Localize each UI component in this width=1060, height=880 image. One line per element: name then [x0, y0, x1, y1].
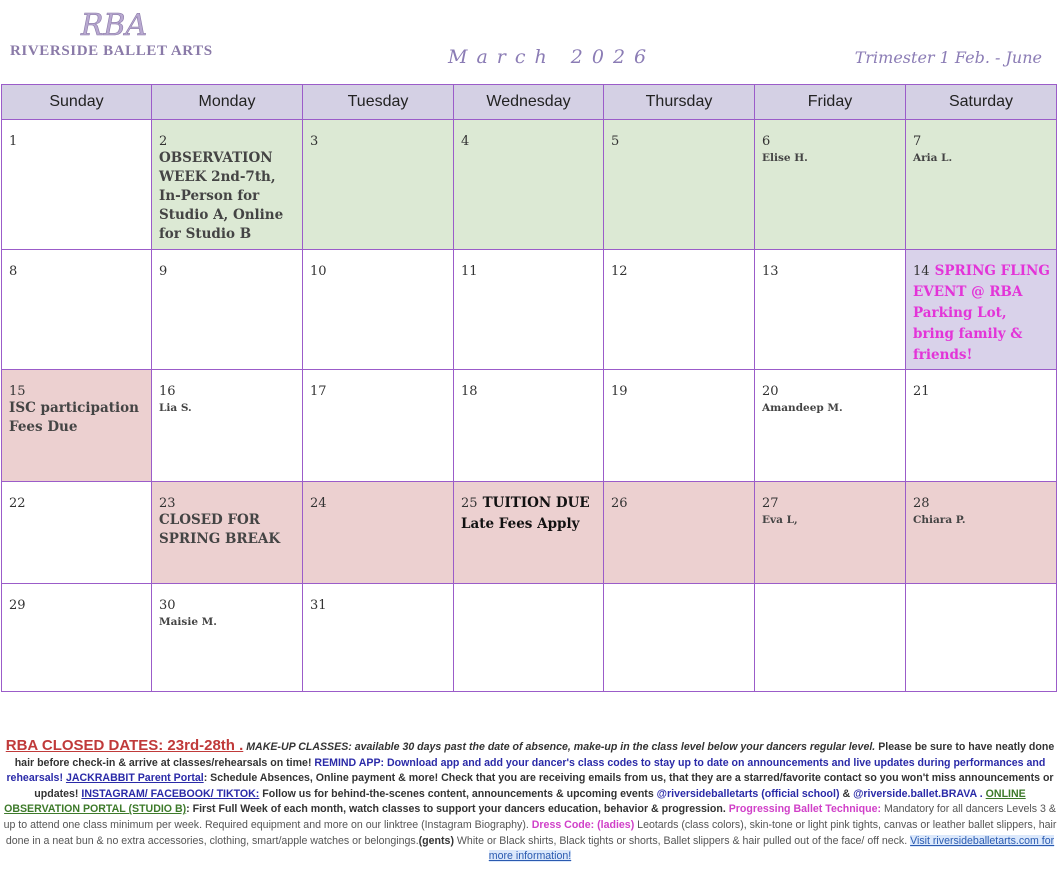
day-cell[interactable]: [2, 120, 152, 250]
day-number: 13: [762, 264, 779, 279]
portal-text: : First Full Week of each month, watch classes to support your dancers education, behavior & progression.: [186, 803, 726, 816]
day-cell[interactable]: [152, 250, 303, 370]
calendar-week-row: [2, 584, 1057, 692]
day-cell[interactable]: [755, 370, 906, 482]
month-title: March 2026: [448, 46, 656, 68]
day-number: 1: [9, 134, 18, 149]
birthday-name: Lia S.: [159, 402, 192, 414]
weekday-header-thursday: Thursday: [604, 85, 755, 120]
day-cell[interactable]: [152, 370, 303, 482]
day-cell[interactable]: [2, 584, 152, 692]
rba-logo: [78, 6, 150, 42]
day-cell[interactable]: [454, 584, 604, 692]
day-number: 14: [913, 264, 930, 279]
day-cell[interactable]: [604, 120, 755, 250]
weekday-header-saturday: Saturday: [906, 85, 1057, 120]
calendar-event: ISC participation Fees Due: [9, 400, 139, 435]
calendar-event: SPRING FLING EVENT @ RBA Parking Lot, bring family & friends!: [913, 263, 1050, 363]
day-cell[interactable]: [303, 584, 454, 692]
instagram-handle-brava[interactable]: @riverside.ballet.BRAVA .: [853, 787, 983, 800]
day-number: 21: [913, 384, 930, 399]
calendar-body: [2, 120, 1057, 692]
day-number: 2: [159, 134, 168, 149]
day-number: 24: [310, 496, 327, 511]
birthday-name: Eva L,: [762, 514, 798, 526]
day-cell[interactable]: [906, 250, 1057, 370]
observation-portal-link[interactable]: ONLINE OBSERVATION PORTAL (STUDIO B): [4, 787, 1026, 816]
closed-dates: RBA CLOSED DATES: 23rd-28th .: [5, 737, 244, 754]
birthday-name: Aria L.: [913, 152, 953, 164]
day-number: 8: [9, 264, 18, 279]
calendar-week-row: [2, 250, 1057, 370]
calendar-week-row: [2, 370, 1057, 482]
calendar-week-row: [2, 482, 1057, 584]
calendar-week-row: [2, 120, 1057, 250]
birthday-name: Amandeep M.: [762, 402, 843, 414]
day-number: 26: [611, 496, 628, 511]
day-number: 10: [310, 264, 327, 279]
day-cell[interactable]: [906, 482, 1057, 584]
day-number: 29: [9, 598, 26, 613]
day-number: 23: [159, 496, 176, 511]
day-cell[interactable]: [604, 370, 755, 482]
weekday-header-sunday: Sunday: [2, 85, 152, 120]
day-cell[interactable]: [303, 120, 454, 250]
day-number: 12: [611, 264, 628, 279]
day-number: 25: [461, 496, 478, 511]
day-number: 30: [159, 598, 176, 613]
svg-text:RBA: RBA: [80, 8, 148, 42]
day-number: 4: [461, 134, 470, 149]
day-cell[interactable]: [454, 370, 604, 482]
day-cell[interactable]: [2, 250, 152, 370]
remind-text: REMIND APP: Download app and add your dancer's class codes to stay up to date on announcements and live updates during performances and rehearsals!: [6, 756, 1046, 785]
day-cell[interactable]: [454, 250, 604, 370]
website-link[interactable]: Visit riversideballetarts.com for more information!: [488, 834, 1055, 863]
makeup-label: MAKE-UP CLASSES: [246, 741, 349, 753]
day-number: 17: [310, 384, 327, 399]
day-number: 18: [461, 384, 478, 399]
calendar-grid: [1, 84, 1057, 692]
day-cell[interactable]: [604, 250, 755, 370]
day-cell[interactable]: [152, 584, 303, 692]
day-cell[interactable]: [152, 120, 303, 250]
day-number: 20: [762, 384, 779, 399]
gents-text: White or Black shirts, Black tights or shorts, Ballet slippers & hair pulled out of the face/ off neck.: [456, 834, 908, 847]
pbt-text: Mandatory for all dancers Levels 3 & up to attend one class minimum per week. Required equipment and more on our linktree (Instagram Biography).: [3, 803, 1056, 831]
day-cell[interactable]: [755, 584, 906, 692]
weekday-header-friday: Friday: [755, 85, 906, 120]
day-cell[interactable]: [152, 482, 303, 584]
day-number: 15: [9, 384, 26, 399]
day-number: 6: [762, 134, 771, 149]
calendar-event: TUITION DUE Late Fees Apply: [461, 495, 590, 532]
day-cell[interactable]: [303, 482, 454, 584]
day-cell[interactable]: [454, 120, 604, 250]
gents-label: (gents): [418, 834, 454, 847]
weekday-header-wednesday: Wednesday: [454, 85, 604, 120]
day-number: 11: [461, 264, 478, 279]
instagram-handle-school[interactable]: @riversideballetarts (official school): [656, 787, 840, 800]
day-cell[interactable]: [2, 482, 152, 584]
ampersand: &: [842, 787, 851, 800]
day-cell[interactable]: [303, 370, 454, 482]
day-cell[interactable]: [755, 482, 906, 584]
day-number: 5: [611, 134, 620, 149]
day-cell[interactable]: [303, 250, 454, 370]
day-number: 22: [9, 496, 26, 511]
day-cell[interactable]: [755, 120, 906, 250]
social-text: Follow us for behind-the-scenes content, announcements & upcoming events: [262, 787, 654, 800]
weekday-header-tuesday: Tuesday: [303, 85, 454, 120]
page-header: [0, 0, 1060, 84]
day-cell[interactable]: [755, 250, 906, 370]
pbt-label: Progressing Ballet Technique:: [728, 803, 881, 816]
footer-notes: [0, 738, 1060, 865]
day-cell[interactable]: [2, 370, 152, 482]
day-number: 16: [159, 384, 176, 399]
jackrabbit-text: : Schedule Absences, Online payment & more! Check that you are receiving emails from us, that they are a starred/favorite contact so you won't miss announcements or updates!: [34, 772, 1054, 800]
day-number: 19: [611, 384, 628, 399]
day-cell[interactable]: [604, 482, 755, 584]
jackrabbit-link[interactable]: JACKRABBIT Parent Portal: [65, 772, 204, 785]
day-number: 9: [159, 264, 168, 279]
birthday-name: Chiara P.: [913, 514, 966, 526]
day-number: 27: [762, 496, 779, 511]
calendar-event: OBSERVATION WEEK 2nd-7th, In-Person for Studio A, Online for Studio B: [159, 150, 284, 242]
day-cell[interactable]: [454, 482, 604, 584]
day-cell[interactable]: [604, 584, 755, 692]
birthday-name: Elise H.: [762, 152, 808, 164]
dress-code-text: Leotards (class colors), skin-tone or light pink tights, canvas or leather ballet slippers, hair done in a neat bun & no extra accessories, clothing, smart/apple watches or belongings.: [5, 818, 1057, 847]
social-links[interactable]: INSTAGRAM/ FACEBOOK/ TIKTOK:: [81, 787, 260, 800]
weekday-header-monday: Monday: [152, 85, 303, 120]
day-number: 28: [913, 496, 930, 511]
makeup-text: : available 30 days past the date of absence, make-up in the class level below your dancers regular level.: [348, 741, 876, 753]
weekday-header-row: [2, 85, 1057, 120]
day-number: 31: [310, 598, 327, 613]
calendar-event: CLOSED FOR SPRING BREAK: [159, 512, 281, 547]
birthday-name: Maisie M.: [159, 616, 217, 628]
logo-text: RIVERSIDE BALLET ARTS: [10, 43, 213, 59]
day-number: 7: [913, 134, 922, 149]
hair-text: Please be sure to have neatly done hair before check-in & arrive at classes/rehearsals on time!: [14, 741, 1055, 769]
day-cell[interactable]: [906, 370, 1057, 482]
dress-code-label: Dress Code: (ladies): [531, 818, 635, 831]
trimester-label: Trimester 1 Feb. - June: [854, 48, 1042, 67]
day-cell[interactable]: [906, 120, 1057, 250]
day-cell[interactable]: [906, 584, 1057, 692]
day-number: 3: [310, 134, 319, 149]
